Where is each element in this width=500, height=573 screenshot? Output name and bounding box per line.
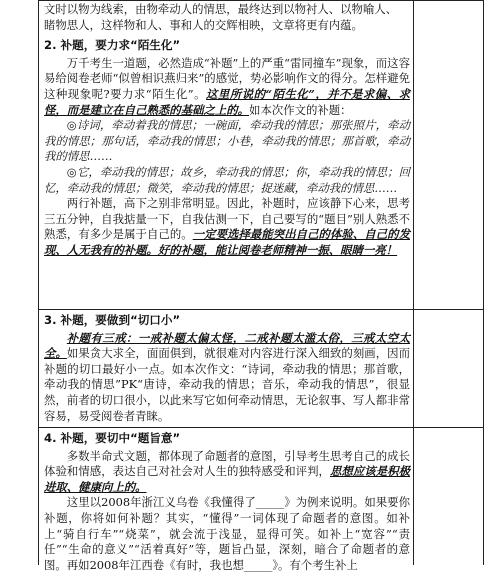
document-body-3: [44, 429, 410, 573]
table-top-border: [38, 0, 484, 1]
s2p1-emphasis: 这里所说的“陌生化”，并不是求偏、求怪，而是建立在自己熟悉的基础之上的。: [44, 86, 410, 117]
document-body: [44, 2, 410, 259]
s4p1-plain: 多数半命式文题，都体现了命题者的意图，引导考生思考自己的成长体验和情感，表达自己对社会对人生的独特感受和评判，: [44, 448, 410, 479]
section-3-heading: 3. 补题，要做到“切口小”: [44, 313, 181, 327]
section-4-paragraph-2: 这里以2008年浙江义乌卷《我懂得了_____》为例来说明。如果要你补题，你将如何补题？其实，“懂得”一词体现了命题者的意图。如补上“骑自行车”“烧菜”，就会流于浅显，显得可笑。如补上“宽容”“责任”“生命的意义”“活着真好”等，题旨凸显，深刻，暗合了命题者的意图。再如2008年江西卷《有时，我也想_____》。有个考生补上: [44, 495, 410, 572]
section-3-paragraph-1: [44, 331, 410, 425]
section-2-example-2: ◎它，牵动我的情思；故乡，牵动我的情思；你，牵动我的情思；回忆，牵动我的情思；微笑，牵动我的情思；捉迷藏，牵动我的情思……: [44, 164, 410, 195]
section-4-paragraph-1: [44, 449, 410, 496]
s3p1-emphasis: 补题有三戒：一戒补题太偏太怪，二戒补题太滥太俗，三戒太空太全。: [44, 330, 410, 361]
section-2-paragraph-2: [44, 196, 410, 258]
document-table-side-column: [414, 0, 484, 565]
s2p2-plain: 两行补题，高下之别非常明显。因此，补题时，应该静下心来，思考三五分钟，自我掂量一下，自我估测一下，自己要写的“题目”别人熟悉不熟悉，有多少是属于自己的。: [44, 196, 410, 242]
section-2-example-1: ◎诗词，牵动着我的情思；一碗面，牵动我的情思；那张照片，牵动我的情思；那句话，牵动我的情思；小巷，牵动我的情思；那首歌，牵动我的情思……: [44, 118, 410, 164]
section-divider-1: [38, 309, 484, 310]
document-body-2: [44, 311, 410, 424]
s4p1-emphasis: 思想应该是积极进取、健康向上的。: [44, 464, 410, 494]
s3p1-plain: 如果贪大求全，面面俱到，就很难对内容进行深入细致的刻画，因而补题的切口最好小一点。如本次作文：“诗词，牵动我的情思；那首歌，牵动我的情思”PK“唐诗，牵动我的情思；音乐，牵动我的情思”，很显然，前者的切口很小，以此来写它如何牵动情思，无论叙事、写人都非常容易，易受阅卷者青睐。: [44, 346, 410, 423]
section-divider-2: [38, 427, 484, 428]
s2p2-emphasis: 一定要选择最能突出自己的体验、自己的发现、人无我有的补题。好的补题，能让阅卷老师精神一振、眼睛一亮！: [44, 227, 410, 257]
s2p1-plain: 万千考生一道题，必然造成“补题”上的严重“雷同撞车”现象，而这容易给阅卷老师“似曾相识燕归来”的感觉，势必影响作文的得分。怎样避免这种现象呢?要力求“陌生化”。: [44, 55, 410, 101]
intro-line-1: 文时以物为线索，由物牵动人的情思，最终达到以物衬人、以物喻人、: [44, 2, 398, 16]
s2p1-tail: 如本次作文的补题：: [249, 102, 352, 117]
section-2-paragraph-1: [44, 56, 410, 118]
section-4-heading: 4. 补题，要切中“题旨意”: [44, 431, 181, 445]
section-2-heading: 2. 补题，要力求“陌生化”: [44, 38, 181, 53]
intro-line-2: 睹物思人，这样物和人、事和人的交辉相映，文章将更有内蕴。: [44, 17, 363, 32]
